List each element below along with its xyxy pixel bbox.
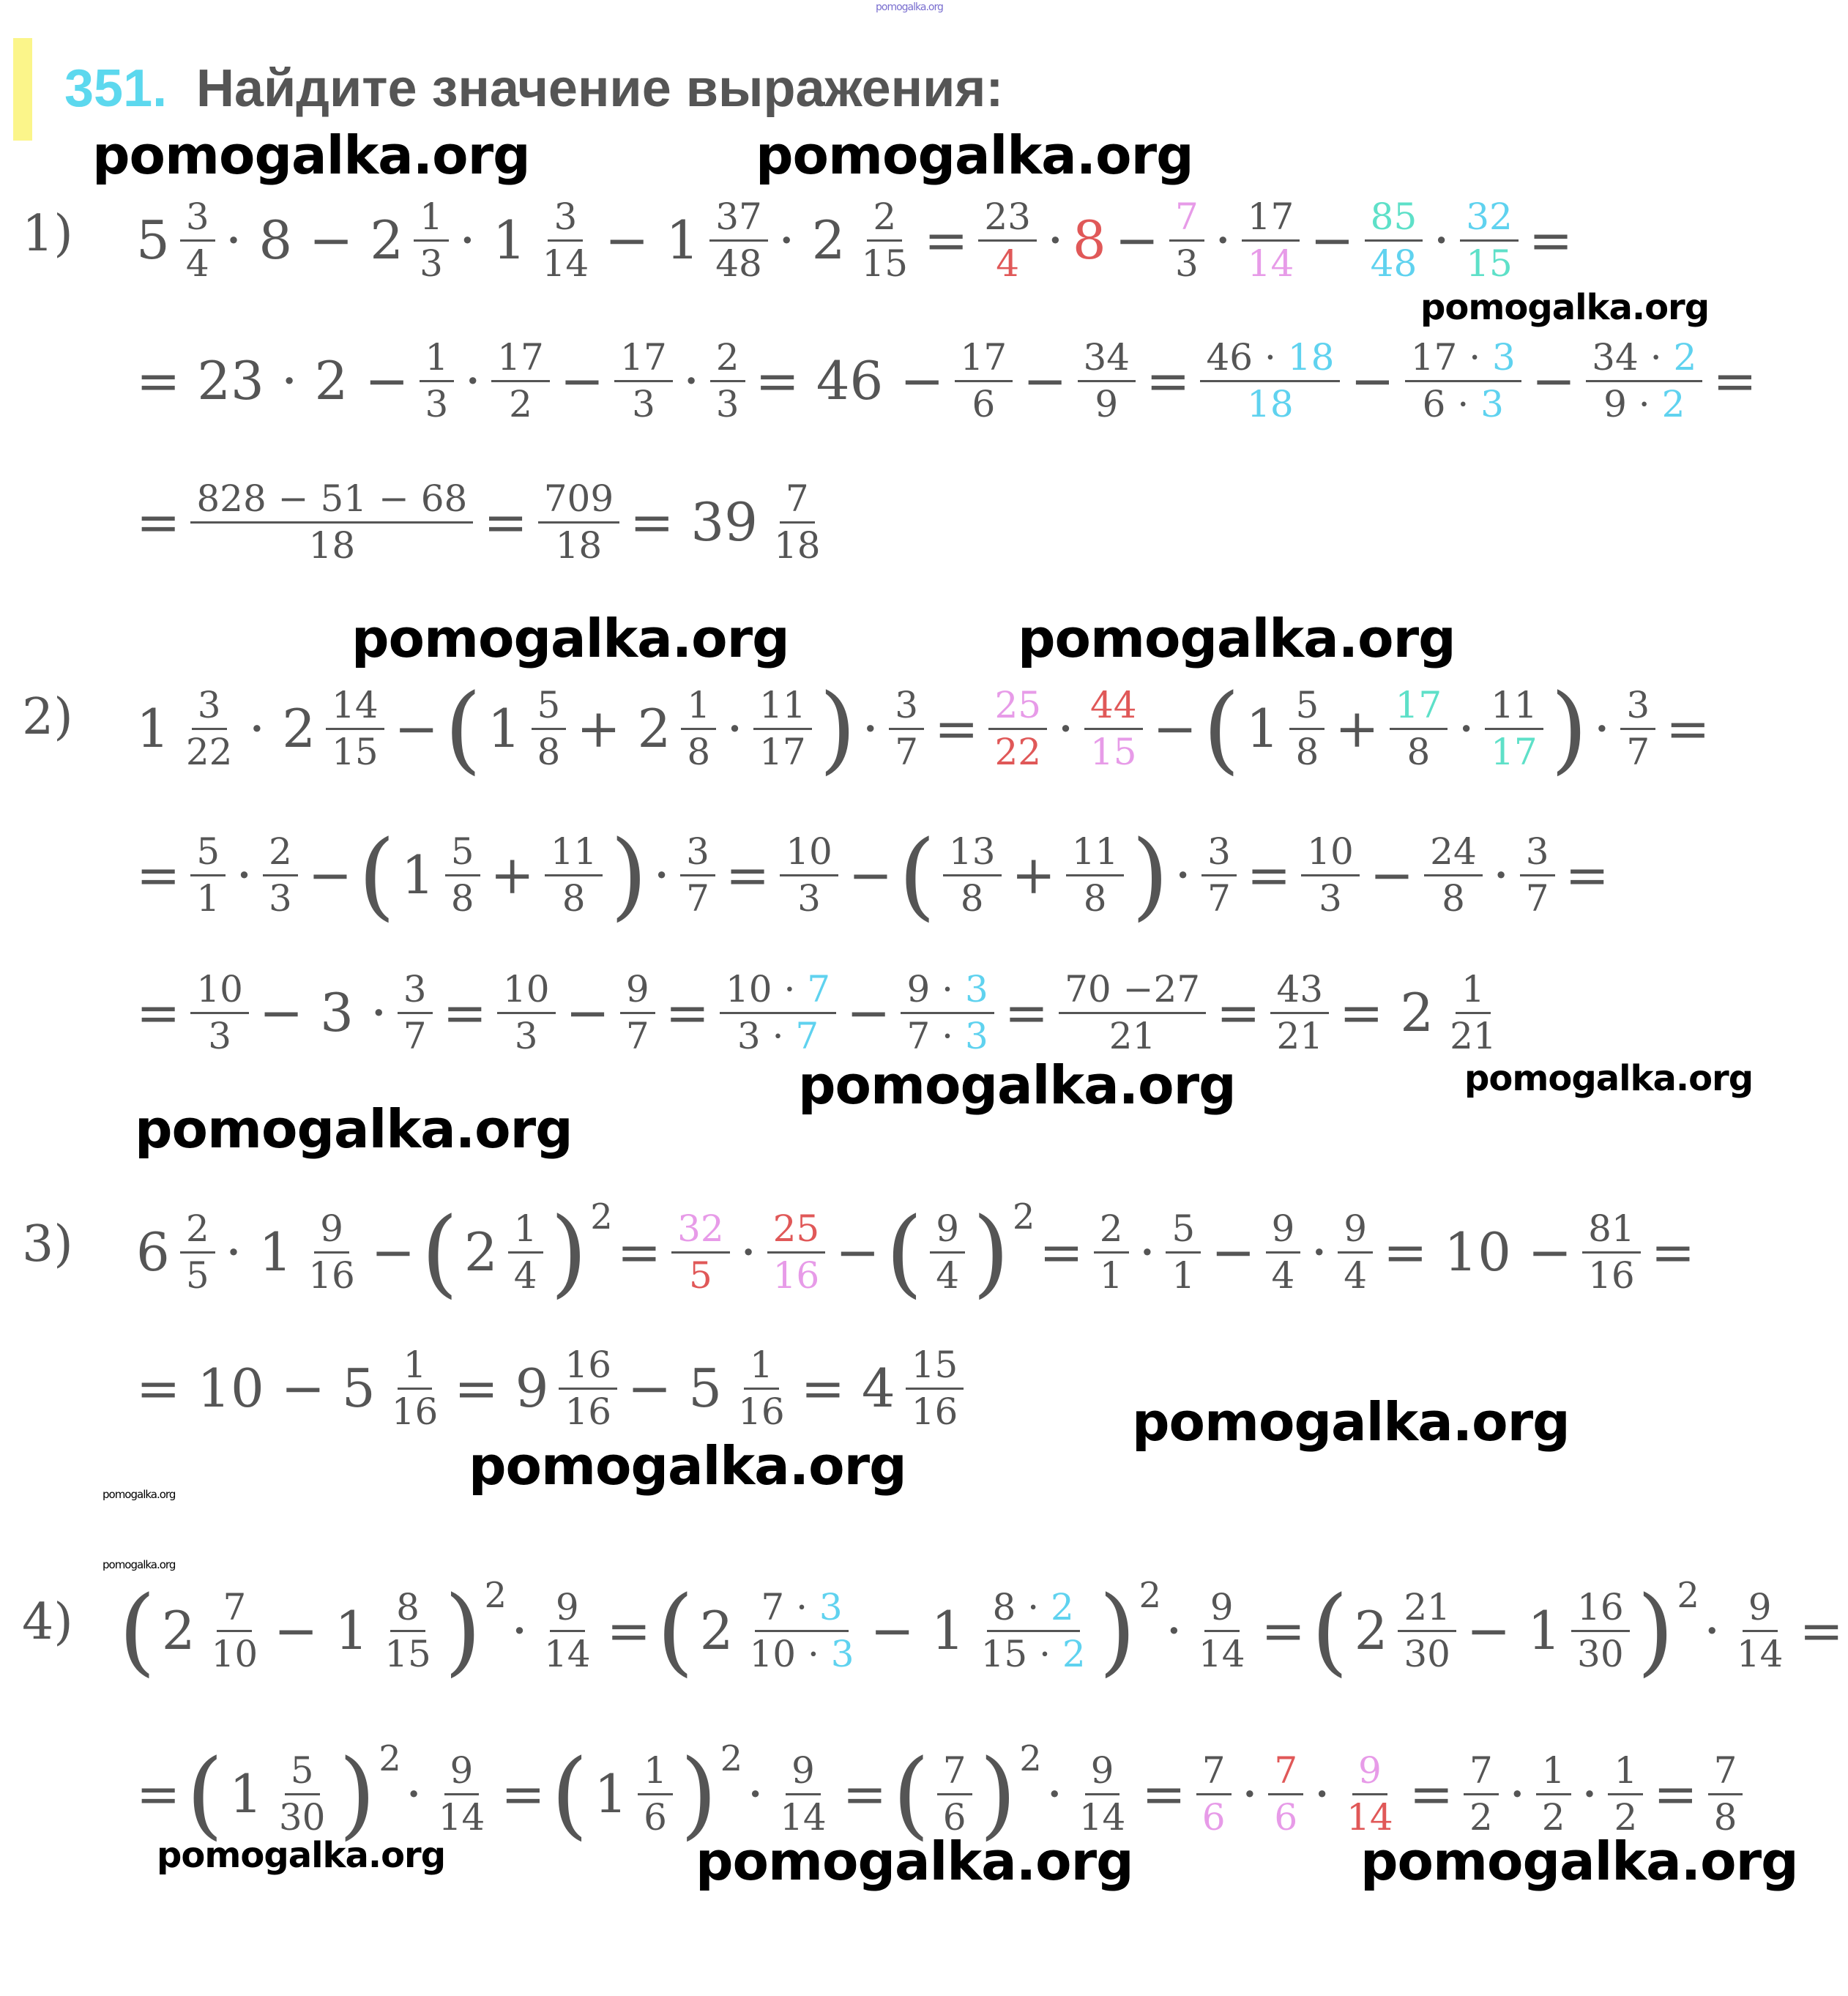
solution-line: ( 2 $\frac{7}{10}$ − 1 $\frac{8}{15}$ ) 2 · $\frac{9}{14}$ = ( 2 $\frac{7 \cdot 3}{10 \cdot 3}$ − 1 $\frac{8 \cdot 2}{15 \cdot 2}$ ) 2 · $\frac{9}{14}$ = ( 2 $\frac{21}{30}$ − 1 $\frac{16}{30}$ ) 2 · $\frac{9}{14}$ = <box>119 1575 1844 1686</box>
exercise-number: 351. <box>64 59 168 118</box>
watermark: pomogalka.org <box>1018 608 1456 669</box>
watermark: pomogalka.org <box>1420 287 1710 328</box>
solution-line: = $\frac{10}{3}$ − 3 · $\frac{3}{7}$ = $\frac{10}{3}$ − $\frac{9}{7}$ = $\frac{10 \cdot 7}{3 \cdot 7}$ − $\frac{9 \cdot 3}{7 \cdot 3}$ = $\frac{70 -27}{21}$ = $\frac{43}{21}$ = 2 $\frac{1}{21}$ <box>136 968 1497 1057</box>
solution-line: 6 $\frac{2}{5}$ · 1 $\frac{9}{16}$ − ( 2 $\frac{1}{4}$ ) 2 = $\frac{32}{5}$ · $\frac{25}{16}$ − ( $\frac{9}{4}$ ) 2 = $\frac{2}{1}$ · $\frac{5}{1}$ − $\frac{9}{4}$ · $\frac{9}{4}$ = 10 − $\frac{81}{16}$ = <box>136 1196 1696 1308</box>
solution-line: = $\frac{5}{1}$ · $\frac{2}{3}$ − ( 1 $\frac{5}{8}$ + $\frac{11}{8}$ ) · $\frac{3}{7}$ = $\frac{10}{3}$ − ( $\frac{13}{8}$ + $\frac{11}{8}$ ) · $\frac{3}{7}$ = $\frac{10}{3}$ − $\frac{24}{8}$ · $\frac{3}{7}$ = <box>136 819 1609 931</box>
watermark: pomogalka.org <box>469 1435 906 1497</box>
watermark: pomogalka.org <box>135 1098 573 1160</box>
exercise-title: Найдите значение выражения: <box>196 59 1004 118</box>
watermark: pomogalka.org <box>351 608 789 669</box>
watermark: pomogalka.org <box>1360 1831 1798 1892</box>
watermark: pomogalka.org <box>876 1 943 13</box>
watermark: pomogalka.org <box>756 124 1193 186</box>
watermark: pomogalka.org <box>1132 1391 1570 1453</box>
watermark: pomogalka.org <box>157 1835 446 1876</box>
problem-label-2: 2) <box>22 688 73 746</box>
solution-line: = ( 1 $\frac{5}{30}$ ) 2 · $\frac{9}{14}$ = ( 1 $\frac{1}{6}$ ) 2 · $\frac{9}{14}$ = ( $\frac{7}{6}$ ) 2 · $\frac{9}{14}$ = $\frac{7}{6}$ · $\frac{7}{6}$ · $\frac{9}{14}$ = $\frac{7}{2}$ · $\frac{1}{2}$ · $\frac{1}{2}$ = $\frac{7}{8}$ <box>132 1746 1748 1842</box>
problem-label-3: 3) <box>22 1215 73 1273</box>
watermark: pomogalka.org <box>103 1488 176 1501</box>
watermark: pomogalka.org <box>103 1558 176 1571</box>
problem-label-1: 1) <box>22 205 73 263</box>
solution-line: 1 $\frac{3}{22}$ · 2 $\frac{14}{15}$ − ( 1 $\frac{5}{8}$ + 2 $\frac{1}{8}$ · $\frac{11}{17}$ ) · $\frac{3}{7}$ = $\frac{25}{22}$ · $\frac{44}{15}$ − ( 1 $\frac{5}{8}$ + $\frac{17}{8}$ · $\frac{11}{17}$ ) · $\frac{3}{7}$ = <box>136 673 1710 784</box>
watermark: pomogalka.org <box>92 124 530 186</box>
solution-line: 5 $\frac{3}{4}$ · 8 − 2 $\frac{1}{3}$ · 1 $\frac{3}{14}$ − 1 $\frac{37}{48}$ · 2 $\frac{2}{15}$ = $\frac{23}{4}$ · 8 − $\frac{7}{3}$ · $\frac{17}{14}$ − $\frac{85}{48}$ · $\frac{32}{15}$ = <box>136 195 1573 285</box>
watermark: pomogalka.org <box>696 1831 1133 1892</box>
watermark: pomogalka.org <box>798 1054 1236 1116</box>
problem-label-4: 4) <box>22 1593 73 1651</box>
solution-line: = 23 · 2 − $\frac{1}{3}$ · $\frac{17}{2}$ − $\frac{17}{3}$ · $\frac{2}{3}$ = 46 − $\frac{17}{6}$ − $\frac{34}{9}$ = $\frac{46 \cdot 18}{18}$ − $\frac{17 \cdot 3}{6 \cdot 3}$ − $\frac{34 \cdot 2}{9 \cdot 2}$ = <box>136 336 1757 425</box>
solution-line: = 10 − 5 $\frac{1}{16}$ = 9 $\frac{16}{16}$ − 5 $\frac{1}{16}$ = 4 $\frac{15}{16}$ <box>132 1346 969 1431</box>
highlight-bar <box>13 38 32 141</box>
watermark: pomogalka.org <box>1464 1058 1754 1099</box>
solution-line: = $\frac{828 - 51 - 68}{18}$ = $\frac{709}{18}$ = 39 $\frac{7}{18}$ <box>136 477 821 567</box>
